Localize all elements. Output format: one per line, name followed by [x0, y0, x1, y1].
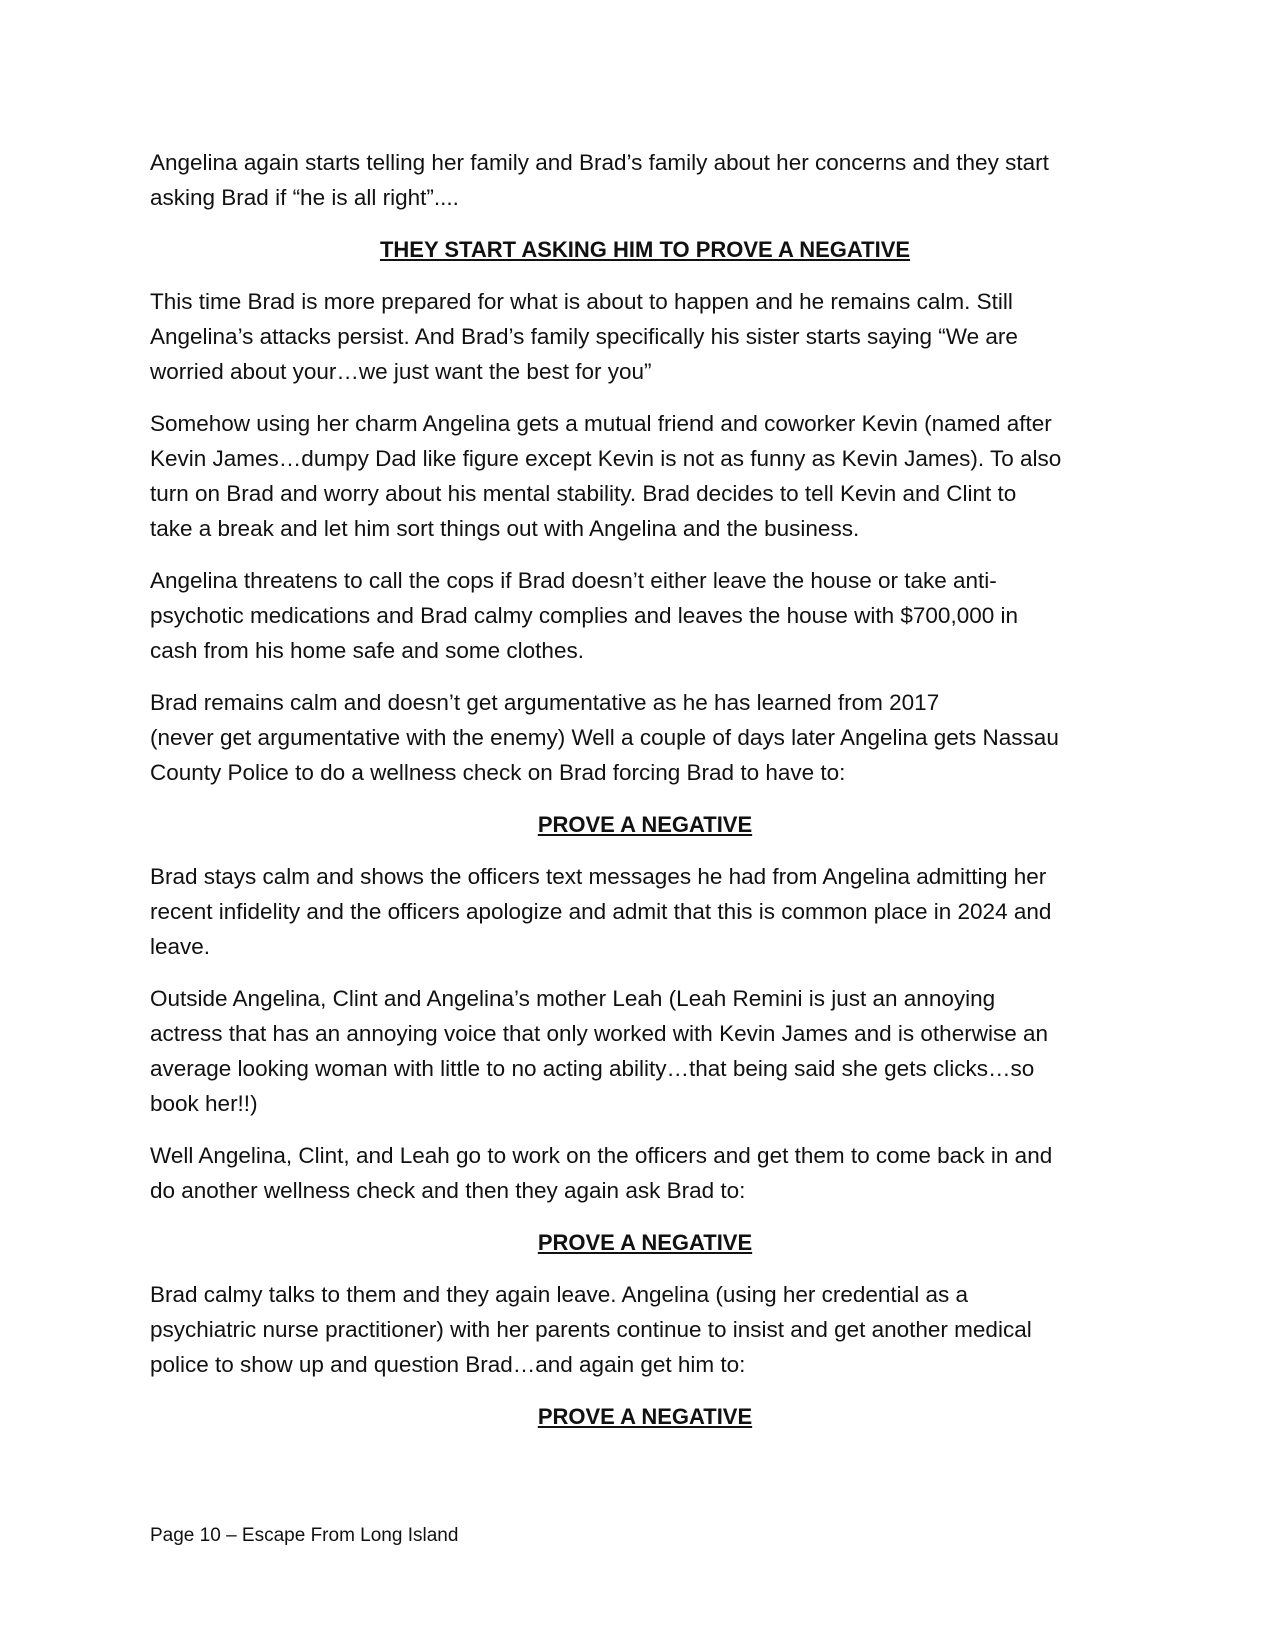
section-heading: THEY START ASKING HIM TO PROVE A NEGATIVE [379, 237, 911, 262]
paragraph [150, 1277, 1140, 1382]
text-line: Kevin James…dumpy Dad like figure except Kevin is not as funny as Kevin James). To also [150, 446, 1062, 471]
text-line: Well Angelina, Clint, and Leah go to work on the officers and get them to come back in and [150, 1143, 1053, 1168]
document-body [150, 145, 1140, 1451]
text-line: (never get argumentative with the enemy) Well a couple of days later Angelina gets Nassau [150, 725, 1059, 750]
paragraph [150, 284, 1140, 389]
text-line: asking Brad if “he is all right”.... [150, 185, 459, 210]
text-line: psychiatric nurse practitioner) with her parents continue to insist and get another medical [150, 1317, 1032, 1342]
text-line: County Police to do a wellness check on Brad forcing Brad to have to: [150, 760, 846, 785]
text-line: Angelina’s attacks persist. And Brad’s family specifically his sister starts saying “We are [150, 324, 1018, 349]
text-line: Brad remains calm and doesn’t get argumentative as he has learned from 2017 [150, 690, 940, 715]
paragraph [150, 981, 1140, 1121]
section-heading: PROVE A NEGATIVE [537, 812, 753, 837]
paragraph [150, 406, 1140, 546]
paragraph [150, 563, 1140, 668]
section-heading: PROVE A NEGATIVE [537, 1230, 753, 1255]
text-line: average looking woman with little to no acting ability…that being said she gets clicks…so [150, 1056, 1035, 1081]
text-line: take a break and let him sort things out with Angelina and the business. [150, 516, 860, 541]
text-line: book her!!) [150, 1091, 258, 1116]
text-line: Outside Angelina, Clint and Angelina’s mother Leah (Leah Remini is just an annoying [150, 986, 996, 1011]
text-line: psychotic medications and Brad calmy complies and leaves the house with $700,000 in [150, 603, 1018, 628]
text-line: actress that has an annoying voice that only worked with Kevin James and is otherwise an [150, 1021, 1048, 1046]
text-line: Angelina again starts telling her family and Brad’s family about her concerns and they start [150, 150, 1049, 175]
paragraph [150, 859, 1140, 964]
section-heading: PROVE A NEGATIVE [537, 1404, 753, 1429]
text-line: Brad stays calm and shows the officers text messages he had from Angelina admitting her [150, 864, 1047, 889]
text-line: leave. [150, 934, 211, 959]
text-line: do another wellness check and then they again ask Brad to: [150, 1178, 746, 1203]
text-line: Somehow using her charm Angelina gets a mutual friend and coworker Kevin (named after [150, 411, 1052, 436]
text-line: police to show up and question Brad…and again get him to: [150, 1352, 746, 1377]
paragraph [150, 145, 1140, 215]
text-line: turn on Brad and worry about his mental stability. Brad decides to tell Kevin and Clint to [150, 481, 1017, 506]
text-line: Angelina threatens to call the cops if Brad doesn’t either leave the house or take anti- [150, 568, 997, 593]
text-line: cash from his home safe and some clothes. [150, 638, 584, 663]
paragraph [150, 1138, 1140, 1208]
page-footer: Page 10 – Escape From Long Island [150, 1525, 459, 1546]
text-line: Brad calmy talks to them and they again leave. Angelina (using her credential as a [150, 1282, 968, 1307]
text-line: This time Brad is more prepared for what is about to happen and he remains calm. Still [150, 289, 1013, 314]
paragraph [150, 685, 1140, 790]
text-line: worried about your…we just want the best for you” [150, 359, 652, 384]
text-line: recent infidelity and the officers apologize and admit that this is common place in 2024 and [150, 899, 1052, 924]
